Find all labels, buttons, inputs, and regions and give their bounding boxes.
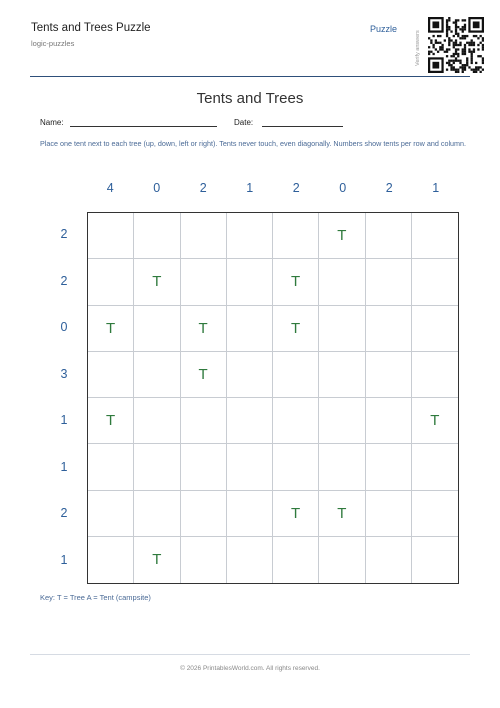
grid-cell[interactable] (366, 259, 412, 305)
row-clue-8: 1 (60, 552, 68, 567)
tree-cell[interactable]: T (134, 537, 180, 583)
site-title: Tents and Trees Puzzle (31, 22, 151, 34)
header-divider (30, 76, 470, 77)
column-clue-7: 2 (385, 181, 393, 195)
column-clue-4: 1 (246, 181, 254, 195)
grid-cell[interactable] (134, 444, 180, 490)
grid-cell[interactable] (319, 306, 365, 352)
tree-cell[interactable]: T (273, 306, 319, 352)
column-clue-6: 0 (339, 181, 347, 195)
grid-cell[interactable] (227, 306, 273, 352)
row-clue-2: 2 (60, 273, 68, 288)
grid-cell[interactable] (227, 259, 273, 305)
grid-cell[interactable] (88, 259, 134, 305)
tree-cell[interactable]: T (134, 259, 180, 305)
grid-cell[interactable] (412, 444, 458, 490)
column-clue-1: 4 (106, 181, 114, 195)
row-clue-5: 1 (60, 413, 68, 428)
grid-cell[interactable] (227, 491, 273, 537)
grid-cell[interactable] (366, 491, 412, 537)
copyright-text: © 2026 PrintablesWorld.com. All rights reserved. (180, 665, 320, 672)
row-clue-4: 3 (60, 366, 68, 381)
grid-cell[interactable] (134, 213, 180, 259)
grid-cell[interactable] (227, 213, 273, 259)
row-clue-1: 2 (60, 227, 68, 242)
grid-cell[interactable] (366, 444, 412, 490)
grid-cell[interactable] (134, 398, 180, 444)
row-clue-3: 0 (60, 320, 68, 335)
grid-cell[interactable] (319, 444, 365, 490)
grid-cell[interactable] (412, 306, 458, 352)
grid-cell[interactable] (181, 537, 227, 583)
grid-cell[interactable] (88, 491, 134, 537)
tree-cell[interactable]: T (181, 306, 227, 352)
tree-cell[interactable]: T (88, 306, 134, 352)
puzzle-grid[interactable] (87, 212, 459, 584)
grid-cell[interactable] (412, 491, 458, 537)
grid-cell[interactable] (181, 398, 227, 444)
grid-cell[interactable] (88, 537, 134, 583)
grid-cell[interactable] (366, 306, 412, 352)
grid-cell[interactable] (366, 213, 412, 259)
tree-cell[interactable]: T (319, 491, 365, 537)
grid-cell[interactable] (181, 491, 227, 537)
date-field[interactable] (262, 126, 343, 127)
row-clue-6: 1 (60, 459, 68, 474)
grid-cell[interactable] (366, 398, 412, 444)
site-subtitle: logic-puzzles (31, 39, 75, 48)
document-type-label: Puzzle (370, 24, 398, 34)
grid-cell[interactable] (181, 213, 227, 259)
grid-cell[interactable] (227, 537, 273, 583)
name-field[interactable] (70, 126, 217, 127)
grid-cell[interactable] (366, 352, 412, 398)
footer-divider (30, 654, 470, 655)
grid-cell[interactable] (227, 352, 273, 398)
tree-cell[interactable]: T (319, 213, 365, 259)
tree-cell[interactable]: T (181, 352, 227, 398)
instructions: Place one tent next to each tree (up, down, left or right). Tents never touch, even diagonally. Numbers show tents per row and column. (40, 139, 467, 148)
grid-cell[interactable] (273, 537, 319, 583)
grid-cell[interactable] (88, 444, 134, 490)
grid-cell[interactable] (319, 537, 365, 583)
tree-cell[interactable]: T (412, 398, 458, 444)
column-clue-3: 2 (199, 181, 207, 195)
date-label: Date: (234, 118, 254, 127)
legend-key: Key: T = Tree A = Tent (campsite) (40, 593, 151, 602)
name-label: Name: (40, 118, 64, 127)
column-clue-2: 0 (153, 181, 161, 195)
grid-cell[interactable] (88, 213, 134, 259)
page-title: Tents and Trees (196, 90, 304, 107)
tree-cell[interactable]: T (273, 491, 319, 537)
row-clue-7: 2 (60, 506, 68, 521)
verify-answers-label: Verify answers (415, 30, 421, 66)
grid-cell[interactable] (88, 352, 134, 398)
grid-cell[interactable] (227, 398, 273, 444)
grid-cell[interactable] (227, 444, 273, 490)
grid-cell[interactable] (273, 398, 319, 444)
grid-cell[interactable] (134, 306, 180, 352)
column-clue-5: 2 (292, 181, 300, 195)
grid-cell[interactable] (273, 444, 319, 490)
grid-cell[interactable] (319, 259, 365, 305)
tree-cell[interactable]: T (88, 398, 134, 444)
grid-cell[interactable] (134, 491, 180, 537)
grid-cell[interactable] (412, 213, 458, 259)
grid-cell[interactable] (366, 537, 412, 583)
grid-cell[interactable] (181, 444, 227, 490)
grid-cell[interactable] (134, 352, 180, 398)
grid-cell[interactable] (319, 398, 365, 444)
tree-cell[interactable]: T (273, 259, 319, 305)
grid-cell[interactable] (412, 259, 458, 305)
grid-cell[interactable] (181, 259, 227, 305)
grid-cell[interactable] (273, 213, 319, 259)
grid-cell[interactable] (273, 352, 319, 398)
column-clue-8: 1 (432, 181, 440, 195)
grid-cell[interactable] (412, 537, 458, 583)
qr-code[interactable] (428, 17, 484, 73)
grid-cell[interactable] (319, 352, 365, 398)
grid-cell[interactable] (412, 352, 458, 398)
